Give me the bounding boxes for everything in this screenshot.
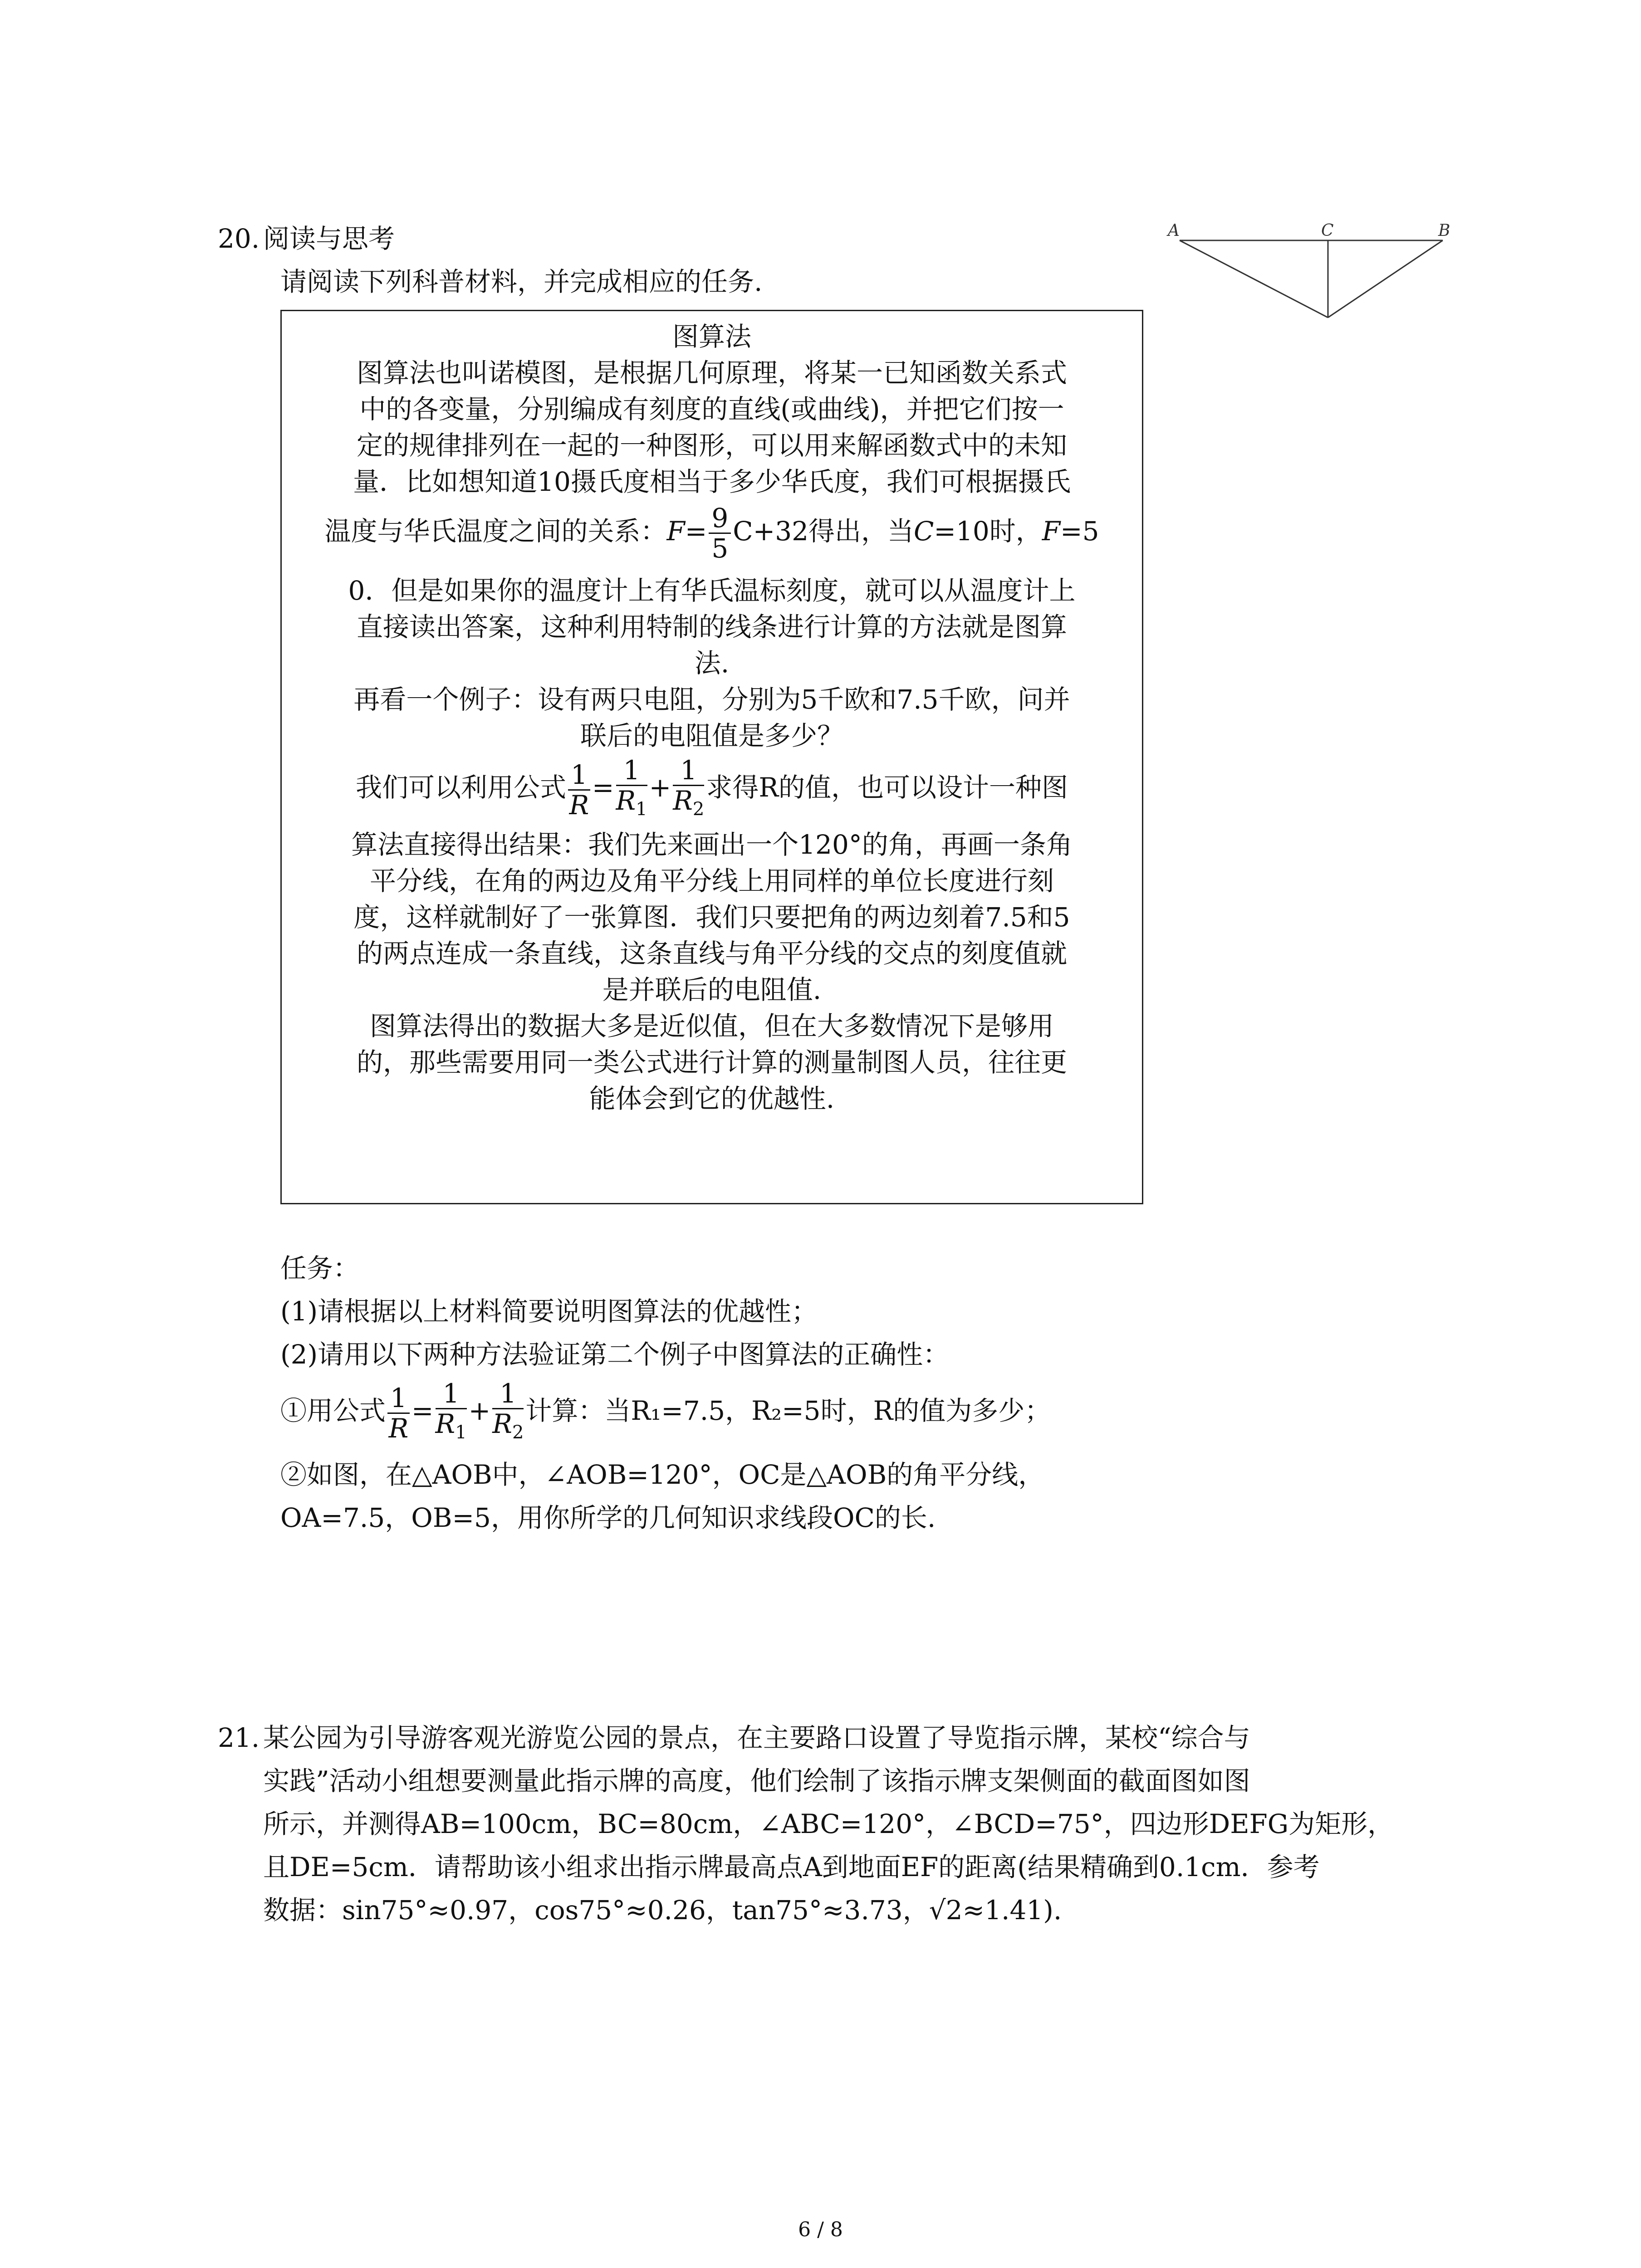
box-p1-line5: 温度与华氏温度之间的关系：F= $\frac{9}{5}$ C+32得出，当C=10时，F=5: [324, 503, 1099, 564]
box-p1-line6: 0．但是如果你的温度计上有华氏温标刻度，就可以从温度计上: [348, 575, 1076, 606]
question-21-line3: 所示，并测得AB=100cm，BC=80cm，∠ABC=120°，∠BCD=75°，四边形DEFG为矩形，: [263, 1809, 1394, 1839]
question-21-line5: 数据：sin75°≈0.97，cos75°≈0.26，tan75°≈3.73，√2≈1.41).: [263, 1895, 1062, 1926]
box-p3-line1: 我们可以利用公式 $\frac{1}{R}$ = $\frac{1}{R_1}$ + $\frac{1}{R_2}$ 求得R的值，也可以设计一种图: [282, 756, 1142, 824]
box-p3-line2: 算法直接得出结果：我们先来画出一个120°的角，再画一条角: [351, 829, 1073, 860]
question-20-number: 20.: [218, 223, 260, 254]
box-p3-line6: 是并联后的电阻值.: [602, 974, 822, 1005]
figure-label-b: B: [1438, 221, 1450, 240]
box-p2-line2: 联后的电阻值是多少？: [580, 720, 843, 751]
question-21-line4: 且DE=5cm．请帮助该小组求出指示牌最高点A到地面EF的距离(结果精确到0.1cm．参考: [263, 1852, 1320, 1882]
box-p1-line8: 法.: [694, 648, 730, 679]
reading-material-box: [280, 310, 1143, 1204]
box-p4-line3: 能体会到它的优越性.: [589, 1083, 835, 1114]
figure-line-a-o: [1180, 240, 1328, 318]
task-1: (1)请根据以上材料简要说明图算法的优越性；: [280, 1296, 818, 1327]
task-fraction-one-over-r: $\frac{1}{R}$: [387, 1383, 410, 1443]
figure-label-c: C: [1321, 221, 1334, 240]
question-20-title: 阅读与思考: [263, 223, 395, 254]
box-p3-line3: 平分线，在角的两边及角平分线上用同样的单位长度进行刻: [369, 865, 1054, 896]
figure-line-b-o: [1328, 240, 1443, 318]
task-2: (2)请用以下两种方法验证第二个例子中图算法的正确性：: [280, 1339, 950, 1370]
page-number: 6 / 8: [798, 2218, 843, 2241]
task-2b-line1: ②如图，在△AOB中，∠AOB=120°，OC是△AOB的角平分线，: [280, 1459, 1045, 1490]
question-21-line2: 实践”活动小组想要测量此指示牌的高度，他们绘制了该指示牌支架侧面的截面图如图: [263, 1765, 1250, 1796]
task-fraction-one-over-r2: $\frac{1}{R_2}$: [492, 1378, 524, 1443]
task-fraction-one-over-r1: $\frac{1}{R_1}$: [435, 1378, 467, 1443]
box-heading: 图算法: [672, 321, 751, 352]
box-p3-line4: 度，这样就制好了一张算图．我们只要把角的两边刻着7.5和5: [353, 902, 1070, 933]
box-p1-line7: 直接读出答案，这种利用特制的线条进行计算的方法就是图算: [356, 611, 1067, 642]
box-p1-line3: 定的规律排列在一起的一种图形，可以用来解函数式中的未知: [356, 430, 1067, 461]
box-p4-line1: 图算法得出的数据大多是近似值，但在大多数情况下是够用: [369, 1011, 1054, 1041]
tasks-label: 任务：: [280, 1253, 360, 1284]
box-p2-line1: 再看一个例子：设有两只电阻，分别为5千欧和7.5千欧，问并: [353, 684, 1070, 715]
fraction-nine-fifths: $\frac{9}{5}$: [709, 503, 731, 563]
fraction-one-over-r: $\frac{1}{R}$: [568, 760, 590, 820]
task-2a: ①用公式 $\frac{1}{R}$ = $\frac{1}{R_1}$ + $\frac{1}{R_2}$ 计算：当R₁=7.5，R₂=5时，R的值为多少；: [280, 1379, 1051, 1447]
task-2b-line2: OA=7.5，OB=5，用你所学的几何知识求线段OC的长.: [280, 1502, 936, 1533]
question-20-intro: 请阅读下列科普材料，并完成相应的任务.: [280, 266, 763, 297]
question-21-number: 21.: [218, 1722, 260, 1753]
figure-label-a: A: [1168, 221, 1180, 240]
box-p4-line2: 的，那些需要用同一类公式进行计算的测量制图人员，往往更: [356, 1047, 1067, 1078]
box-p3-line5: 的两点连成一条直线，这条直线与角平分线的交点的刻度值就: [356, 938, 1067, 969]
fraction-one-over-r2: $\frac{1}{R_2}$: [673, 755, 705, 820]
question-21-line1: 某公园为引导游客观光游览公园的景点，在主要路口设置了导览指示牌，某校“综合与: [263, 1722, 1250, 1753]
fraction-one-over-r1: $\frac{1}{R_1}$: [616, 755, 647, 820]
box-p1-line1: 图算法也叫诺模图，是根据几何原理，将某一已知函数关系式: [356, 357, 1067, 388]
box-p1-line2: 中的各变量，分别编成有刻度的直线(或曲线)，并把它们按一: [359, 394, 1064, 425]
box-p1-line4: 量．比如想知道10摄氏度相当于多少华氏度，我们可根据摄氏: [353, 466, 1071, 497]
triangle-figure: [1161, 213, 1470, 331]
